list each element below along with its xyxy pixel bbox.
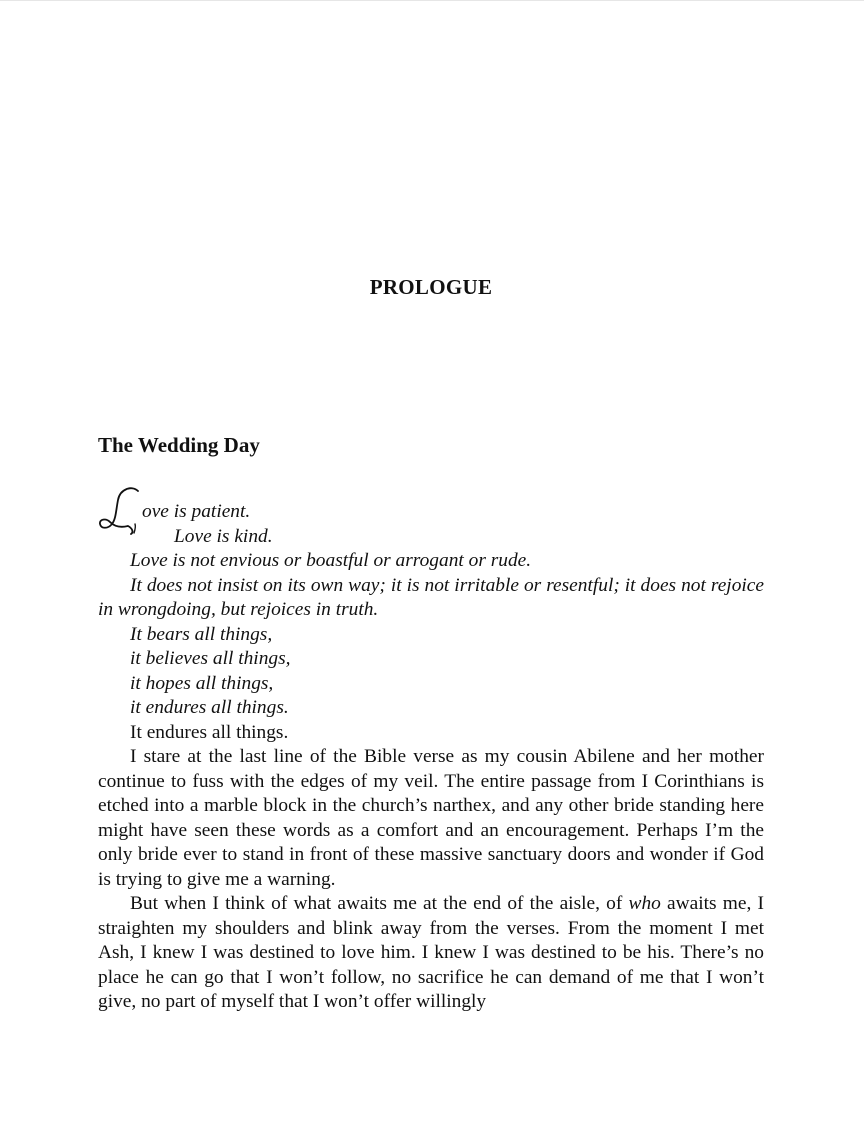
verse-line-8: it endures all things. — [130, 697, 289, 718]
verse-line-1-text: ove is patient. — [142, 501, 251, 522]
verse-line-5: It bears all things, — [130, 623, 273, 645]
verse-line-3: Love is not envious or boastful or arrogant or rude. — [130, 550, 532, 571]
verse-line-1 — [98, 500, 764, 525]
section-heading: The Wedding Day — [98, 433, 260, 457]
page-top-edge — [0, 0, 864, 1]
repeat-line: It endures all things. — [130, 721, 289, 743]
body-text — [98, 500, 764, 1015]
paragraph-2-part-2: awaits me, I straighten my shoulders and blink away from the verses. From the moment I met Ash, I knew I was destined to love him. I knew I was destined to be his. There’s no place he can go that I won’t follow, no sacrifice he can demand of me that I won’t give, no part of myself that I won’t offer willingly — [98, 893, 764, 1012]
paragraph-2-emphasis: who — [628, 893, 661, 914]
verse-line-2: Love is kind. — [174, 525, 273, 547]
drop-cap-l — [98, 486, 142, 536]
paragraph-2 — [98, 892, 764, 1015]
paragraph-1: I stare at the last line of the Bible verse as my cousin Abilene and her mother continue to fuss with the edges of my veil. The entire passage from I Corinthians is etched into a marble block in the church’s narthex, and any other bride standing here might have seen these words as a comfort and an encouragement. Perhaps I’m the only bride ever to stand in front of these massive sanctuary doors and wonder if God is trying to give me a warning. — [98, 746, 764, 890]
verse-line-7: it hopes all things, — [130, 672, 274, 694]
paragraph-2-part-1: But when I think of what awaits me at the end of the aisle, of — [130, 893, 629, 914]
verse-line-6: it believes all things, — [130, 648, 291, 669]
chapter-title: PROLOGUE — [369, 275, 493, 299]
verse-line-4: It does not insist on its own way; it is not irritable or resentful; it does not rejoice in wrongdoing, but rejoices in truth. — [98, 574, 764, 620]
